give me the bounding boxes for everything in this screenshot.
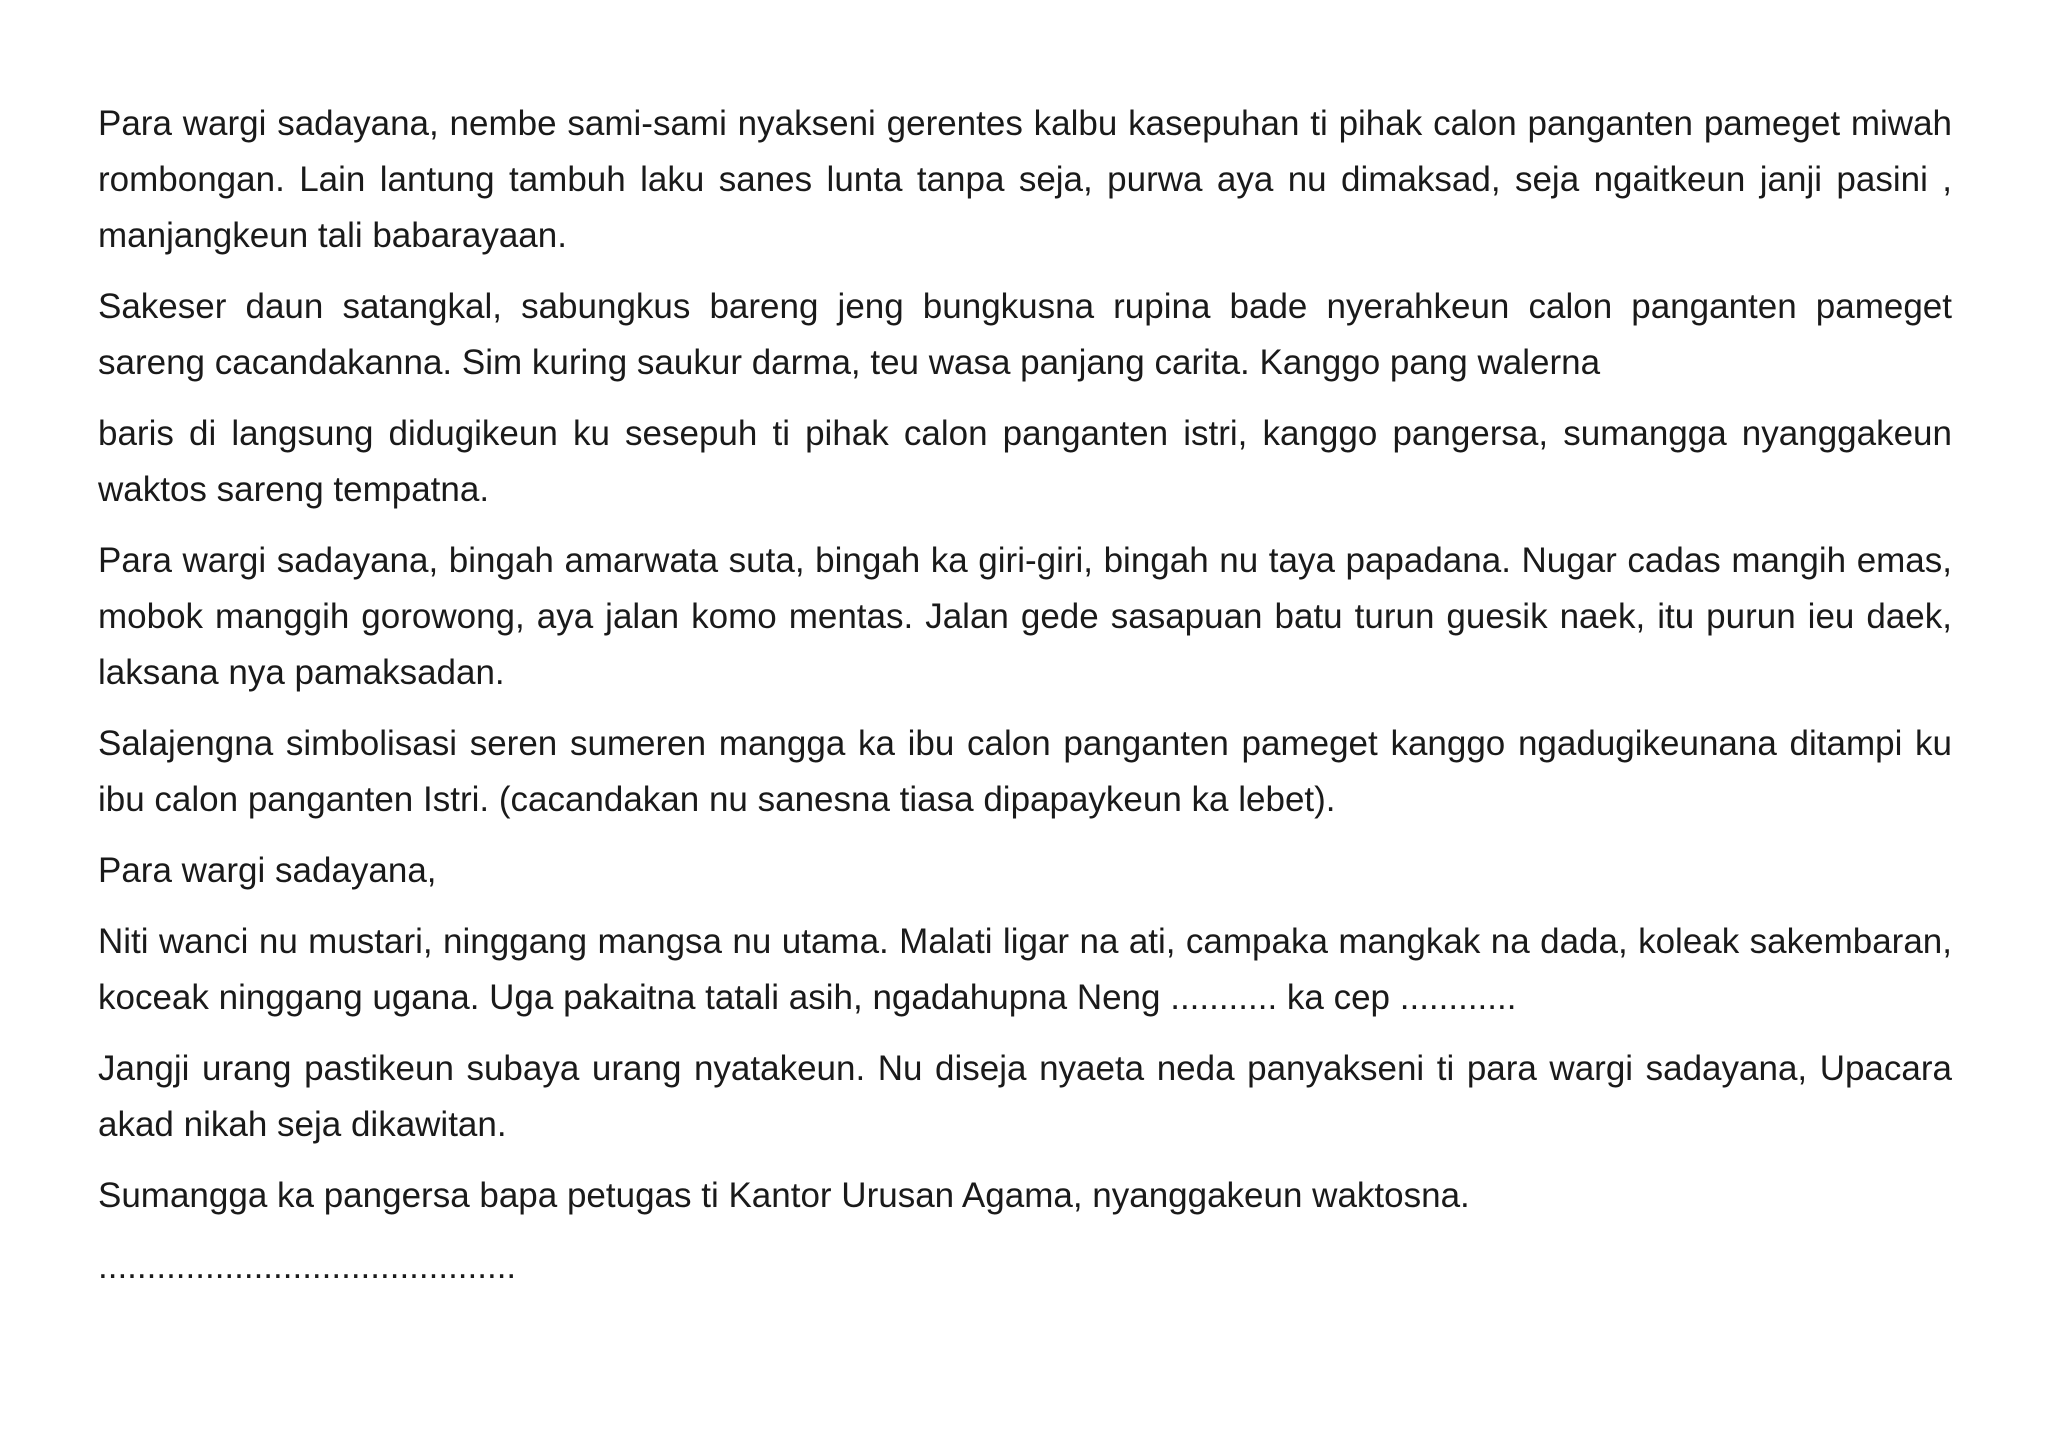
paragraph-6: Para wargi sadayana, [98, 851, 437, 890]
paragraph-5: Salajengna simbolisasi seren sumeren mangga ka ibu calon panganten pameget kanggo ngadugikeunana ditampi ku ibu calon panganten Istri. (cacandakan nu sanesna tiasa dipapaykeun ka lebet). [98, 724, 1952, 819]
paragraph-2: Sakeser daun satangkal, sabungkus bareng jeng bungkusna rupina bade nyerahkeun calon panganten pameget sareng cacandakanna. Sim kuring saukur darma, teu wasa panjang carita. Kanggo pang walerna [98, 287, 1952, 382]
paragraph-1: Para wargi sadayana, nembe sami-sami nyakseni gerentes kalbu kasepuhan ti pihak calon panganten pameget miwah rombongan. Lain lantung tambuh laku sanes lunta tanpa seja, purwa aya nu dimaksad, seja ngaitkeun janji pasini , manjangkeun tali babarayaan. [98, 104, 1952, 255]
paragraph-9: Sumangga ka pangersa bapa petugas ti Kantor Urusan Agama, nyanggakeun waktosna. [98, 1176, 1470, 1215]
paragraph-4: Para wargi sadayana, bingah amarwata suta, bingah ka giri-giri, bingah nu taya papadana. Nugar cadas mangih emas, mobok manggih gorowong, aya jalan komo mentas. Jalan gede sasapuan batu turun guesik naek, itu purun ieu daek, laksana nya pamaksadan. [98, 541, 1952, 692]
paragraph-3: baris di langsung didugikeun ku sesepuh ti pihak calon panganten istri, kanggo pangersa, sumangga nyanggakeun waktos sareng tempatna. [98, 414, 1952, 509]
paragraph-7: Niti wanci nu mustari, ninggang mangsa nu utama. Malati ligar na ati, campaka mangkak na dada, koleak sakembaran, koceak ninggang ugana. Uga pakaitna tatali asih, ngadahupna Neng ........... ka cep ............ [98, 922, 1952, 1017]
paragraph-8: Jangji urang pastikeun subaya urang nyatakeun. Nu diseja nyaeta neda panyakseni ti para wargi sadayana, Upacara akad nikah seja dikawitan. [98, 1049, 1952, 1144]
document-body [98, 96, 1952, 1310]
paragraph-10-dotted-line: ........................................... [98, 1247, 517, 1286]
